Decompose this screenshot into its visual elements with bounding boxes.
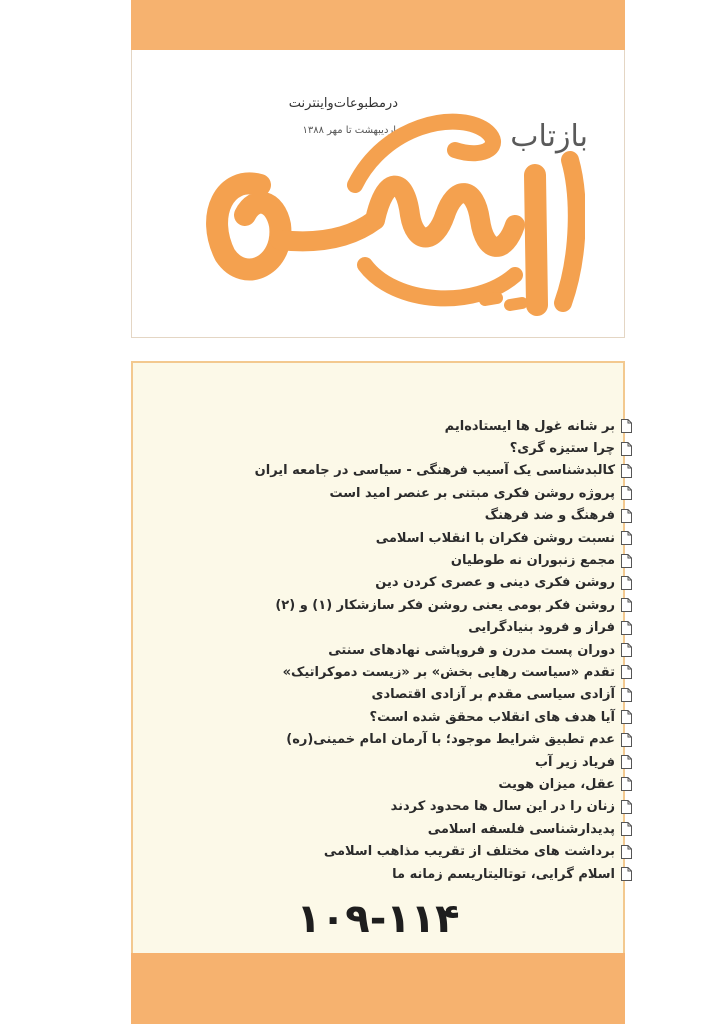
toc-item bbox=[242, 773, 632, 795]
document-icon bbox=[621, 777, 632, 791]
document-icon bbox=[621, 442, 632, 456]
document-icon bbox=[621, 419, 632, 433]
toc-item bbox=[242, 863, 632, 885]
toc-item-title: بر شانه غول ها ایستاده‌ایم bbox=[444, 418, 615, 434]
top-orange-band bbox=[131, 0, 625, 50]
toc-item-title: عدم تطبیق شرایط موجود؛ با آرمان امام خمینی(ره) bbox=[286, 732, 615, 748]
document-icon bbox=[621, 464, 632, 478]
toc-item-title: کالبدشناسی یک آسیب فرهنگی - سیاسی در جامعه ایران bbox=[254, 463, 615, 479]
document-icon bbox=[621, 710, 632, 724]
issue-number: ۱۰۹-۱۱۴ bbox=[296, 896, 460, 942]
toc-item-title: دوران پست مدرن و فروپاشی نهادهای سنتی bbox=[328, 642, 615, 658]
document-icon bbox=[621, 822, 632, 836]
document-icon bbox=[621, 486, 632, 500]
toc-item-title: فرهنگ و ضد فرهنگ bbox=[484, 508, 615, 524]
toc-item-title: پدیدارشناسی فلسفه اسلامی bbox=[427, 821, 615, 837]
cover-date-range: اردیبهشت تا مهر ۱۳۸۸ bbox=[302, 125, 396, 136]
toc-item bbox=[242, 482, 632, 504]
document-icon bbox=[621, 576, 632, 590]
bottom-orange-band bbox=[131, 953, 625, 1024]
toc-item bbox=[242, 527, 632, 549]
document-icon bbox=[621, 509, 632, 523]
toc-item-title: چرا ستیزه گری؟ bbox=[509, 441, 615, 457]
document-icon bbox=[621, 665, 632, 679]
toc-item bbox=[242, 818, 632, 840]
toc-item bbox=[242, 684, 632, 706]
document-icon bbox=[621, 845, 632, 859]
document-icon bbox=[621, 598, 632, 612]
toc-item-title: برداشت های مختلف از تقریب مذاهب اسلامی bbox=[323, 844, 615, 860]
toc-item bbox=[242, 437, 632, 459]
toc-item-title: مجمع زنبوران نه طوطیان bbox=[450, 553, 615, 569]
toc-item-title: زنان را در این سال ها محدود کردند bbox=[390, 799, 615, 815]
toc-item-title: نسبت روشن فکران با انقلاب اسلامی bbox=[375, 530, 615, 546]
table-of-contents bbox=[242, 415, 632, 885]
toc-item bbox=[242, 796, 632, 818]
andisheh-logo bbox=[185, 105, 585, 330]
document-icon bbox=[621, 867, 632, 881]
toc-item bbox=[242, 415, 632, 437]
toc-item-title: روشن فکری دینی و عصری کردن دین bbox=[375, 575, 615, 591]
document-icon bbox=[621, 688, 632, 702]
toc-item-title: تقدم «سیاست رهایی بخش» بر «زیست دموکراتیک» bbox=[282, 664, 615, 680]
document-icon bbox=[621, 800, 632, 814]
toc-item bbox=[242, 706, 632, 728]
document-icon bbox=[621, 733, 632, 747]
toc-item-title: فراز و فرود بنیادگرایی bbox=[468, 620, 615, 636]
toc-item-title: پروژه روشن فکری مبتنی بر عنصر امید است bbox=[329, 485, 615, 501]
toc-item-title: آزادی سیاسی مقدم بر آزادی اقتصادی bbox=[371, 687, 615, 703]
toc-item bbox=[242, 460, 632, 482]
toc-item-title: آیا هدف های انقلاب محقق شده است؟ bbox=[369, 709, 615, 725]
toc-item bbox=[242, 617, 632, 639]
toc-item-title: اسلام گرایی، توتالیتاریسم زمانه ما bbox=[392, 866, 615, 882]
toc-item bbox=[242, 840, 632, 862]
document-icon bbox=[621, 531, 632, 545]
toc-item bbox=[242, 549, 632, 571]
toc-item bbox=[242, 751, 632, 773]
document-icon bbox=[621, 643, 632, 657]
toc-item bbox=[242, 639, 632, 661]
toc-item bbox=[242, 505, 632, 527]
document-icon bbox=[621, 621, 632, 635]
cover-bazetab-title: بازتاب bbox=[510, 119, 588, 154]
toc-item-title: فریاد زیر آب bbox=[534, 754, 615, 770]
toc-item-title: عقل، میزان هویت bbox=[498, 776, 615, 792]
document-icon bbox=[621, 554, 632, 568]
toc-item bbox=[242, 661, 632, 683]
toc-item bbox=[242, 594, 632, 616]
toc-item bbox=[242, 572, 632, 594]
document-icon bbox=[621, 755, 632, 769]
cover-subtitle: درمطبوعات‌واینترنت bbox=[288, 96, 398, 111]
toc-item-title: روشن فکر بومی یعنی روشن فکر سازشکار (۱) و (۲) bbox=[275, 597, 615, 613]
toc-item bbox=[242, 728, 632, 750]
